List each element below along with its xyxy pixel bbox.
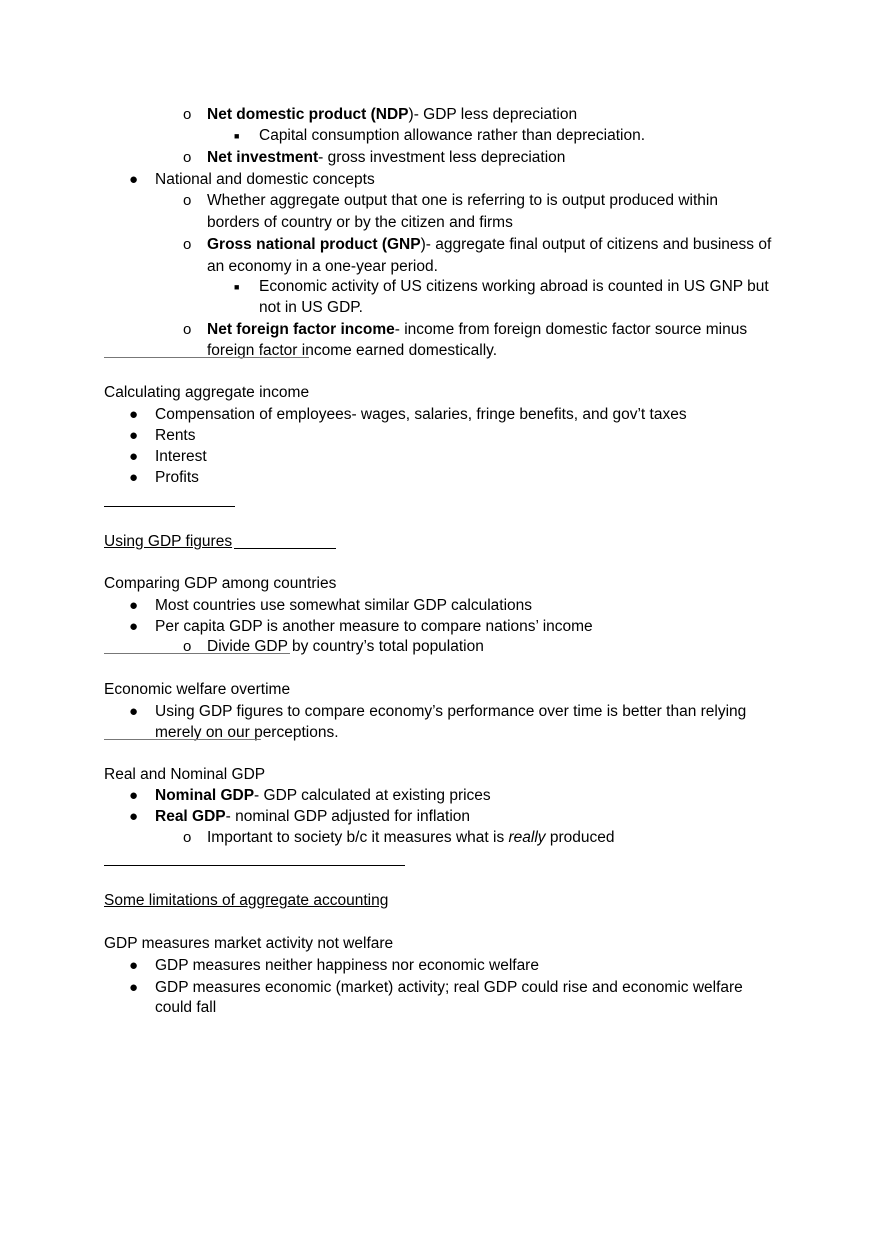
nffi-item-line1	[207, 320, 747, 340]
disc-bullet: ●	[129, 171, 139, 188]
net-investment-term: Net investment	[207, 149, 319, 166]
list-item: Most countries use somewhat similar GDP calculations	[155, 597, 533, 614]
list-item: Profits	[155, 469, 199, 486]
disc-bullet: ●	[129, 787, 139, 804]
title-underline-extension	[234, 548, 336, 549]
limitations-heading: GDP measures market activity not welfare	[104, 935, 394, 952]
whether-item-line2: borders of country or by the citizen and firms	[207, 214, 513, 231]
divider-line	[104, 739, 261, 740]
nffi-term: Net foreign factor income	[207, 321, 395, 338]
circle-bullet: o	[183, 149, 192, 166]
square-bullet: ■	[234, 131, 240, 141]
ndp-term: Net domestic product (NDP	[207, 106, 409, 123]
important-item	[207, 828, 615, 848]
comparing-heading: Comparing GDP among countries	[104, 575, 337, 592]
whether-item-line1: Whether aggregate output that one is referring to is output produced within	[207, 192, 718, 209]
circle-bullet: o	[183, 106, 192, 123]
disc-bullet: ●	[129, 597, 139, 614]
important-text-end: produced	[545, 829, 615, 846]
capital-consumption-item: Capital consumption allowance rather than depreciation.	[259, 127, 646, 144]
list-item: Compensation of employees- wages, salaries, fringe benefits, and gov’t taxes	[155, 406, 687, 423]
disc-bullet: ●	[129, 406, 139, 423]
gnp-term: Gross national product (GNP	[207, 236, 421, 253]
disc-bullet: ●	[129, 957, 139, 974]
welfare-heading: Economic welfare overtime	[104, 681, 291, 698]
gnp-item-line1	[207, 235, 771, 255]
disc-bullet: ●	[129, 448, 139, 465]
welfare-item-line1: Using GDP figures to compare economy’s performance over time is better than relying	[155, 703, 747, 720]
gnp-item-line2: an economy in a one-year period.	[207, 258, 438, 275]
welfare-item-line2: merely on our perceptions.	[155, 724, 339, 741]
square-bullet: ■	[234, 282, 240, 292]
list-item-line2: could fall	[155, 999, 217, 1016]
real-nominal-heading: Real and Nominal GDP	[104, 766, 266, 783]
ndp-definition: - GDP less depreciation	[413, 106, 578, 123]
real-gdp-definition: - nominal GDP adjusted for inflation	[225, 808, 471, 825]
list-item: Rents	[155, 427, 196, 444]
circle-bullet: o	[183, 638, 192, 655]
gnp-definition: - aggregate final output of citizens and business of	[425, 236, 772, 253]
divider-line	[104, 865, 405, 866]
nffi-definition: - income from foreign domestic factor source minus	[394, 321, 748, 338]
divide-item: Divide GDP by country’s total population	[207, 638, 484, 655]
disc-bullet: ●	[129, 703, 139, 720]
nffi-item-line2: foreign factor income earned domestically.	[207, 342, 498, 359]
net-investment-item	[207, 148, 565, 168]
divider-line	[104, 357, 309, 358]
divider-line	[104, 653, 290, 654]
circle-bullet: o	[183, 321, 192, 338]
section-title-using-gdp: Using GDP figures	[104, 533, 233, 550]
real-gdp-item	[155, 807, 470, 827]
disc-bullet: ●	[129, 427, 139, 444]
aggregate-income-heading: Calculating aggregate income	[104, 384, 310, 401]
ndp-close: )	[408, 106, 414, 123]
list-item: Interest	[155, 448, 207, 465]
circle-bullet: o	[183, 236, 192, 253]
list-item-line1: GDP measures economic (market) activity; real GDP could rise and economic welfare	[155, 979, 743, 996]
national-domestic-item: National and domestic concepts	[155, 171, 375, 188]
econ-activity-line2: not in US GDP.	[259, 299, 363, 316]
circle-bullet: o	[183, 829, 192, 846]
nominal-gdp-term: Nominal GDP	[155, 787, 255, 804]
econ-activity-line1: Economic activity of US citizens working abroad is counted in US GNP but	[259, 278, 769, 295]
disc-bullet: ●	[129, 808, 139, 825]
divider-line	[104, 506, 235, 507]
disc-bullet: ●	[129, 618, 139, 635]
real-gdp-term: Real GDP	[155, 808, 226, 825]
ndp-item	[207, 105, 577, 125]
gnp-close: )	[420, 236, 426, 253]
disc-bullet: ●	[129, 979, 139, 996]
nominal-gdp-definition: - GDP calculated at existing prices	[254, 787, 491, 804]
nominal-gdp-item	[155, 786, 491, 806]
important-text: Important to society b/c it measures what is	[207, 829, 509, 846]
net-investment-definition: - gross investment less depreciation	[318, 149, 566, 166]
list-item: GDP measures neither happiness nor economic welfare	[155, 957, 539, 974]
circle-bullet: o	[183, 192, 192, 209]
list-item: Per capita GDP is another measure to compare nations’ income	[155, 618, 593, 635]
section-title-limitations: Some limitations of aggregate accounting	[104, 892, 389, 909]
important-emphasis: really	[508, 829, 546, 846]
disc-bullet: ●	[129, 469, 139, 486]
